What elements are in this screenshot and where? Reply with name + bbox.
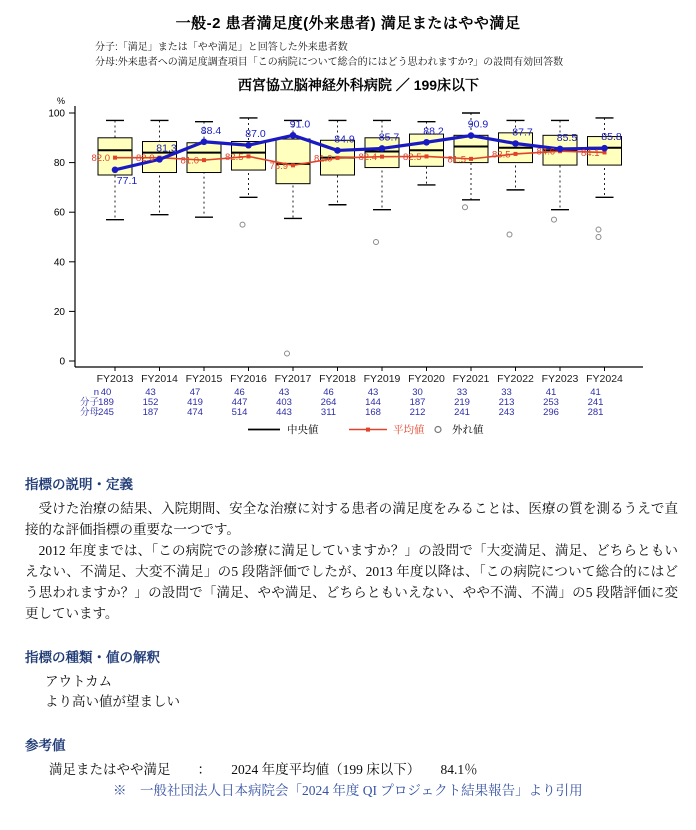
satisfaction-boxplot-chart xyxy=(0,95,696,447)
table-cell: 46 xyxy=(323,387,334,398)
page-title: 一般-2 患者満足度(外来患者) 満足またはやや満足 xyxy=(175,15,521,32)
table-cell: 189 xyxy=(98,397,114,408)
hospital-value-label: 85.8 xyxy=(601,131,622,144)
numerator-note: 分子:「満足」または「やや満足」と回答した外来患者数 xyxy=(95,42,348,53)
table-cell: 40 xyxy=(100,387,112,398)
hospital-value-label: 90.9 xyxy=(467,118,489,131)
hospital-marker xyxy=(512,140,519,147)
hospital-value-label: 85.7 xyxy=(378,131,400,144)
table-cell: 474 xyxy=(187,407,203,418)
svg-text:80: 80 xyxy=(53,158,65,170)
mean-marker xyxy=(336,156,340,160)
mean-marker xyxy=(247,154,251,158)
mean-value-label: 81.9 xyxy=(314,153,333,165)
x-tick-label: FY2016 xyxy=(230,373,267,385)
mean-value-label: 82.5 xyxy=(403,151,422,163)
x-tick-label: FY2022 xyxy=(497,373,534,385)
hospital-marker xyxy=(156,156,163,163)
reference-value-line: 満足またはやや満足 ： 2024 年度平均値（199 床以下） 84.1％ xyxy=(49,762,478,778)
table-cell: 43 xyxy=(278,387,290,398)
outlier-point xyxy=(507,232,512,237)
x-tick-label: FY2020 xyxy=(408,373,445,385)
x-tick-label: FY2014 xyxy=(141,373,178,385)
svg-text:40: 40 xyxy=(53,257,65,269)
svg-text:60: 60 xyxy=(53,207,65,219)
mean-value-label: 81.5 xyxy=(447,154,466,166)
mean-marker xyxy=(380,155,384,159)
section-heading-definition: 指標の説明・定義 xyxy=(25,477,133,492)
hospital-marker xyxy=(557,146,564,153)
table-row-label: 分母 xyxy=(79,407,99,418)
hospital-value-label: 77.1 xyxy=(116,174,138,187)
table-cell: 212 xyxy=(409,407,426,418)
table-cell: 47 xyxy=(189,387,201,398)
mean-value-label: 82.0 xyxy=(136,153,155,165)
indicator-type-line: アウトカム xyxy=(45,673,113,689)
table-cell: 403 xyxy=(276,397,292,408)
hospital-value-label: 87.7 xyxy=(512,126,533,139)
table-cell: 30 xyxy=(412,387,423,398)
table-cell: 514 xyxy=(231,407,248,418)
table-cell: 43 xyxy=(367,387,379,398)
legend-outlier-label: 外れ値 xyxy=(452,424,484,436)
hospital-value-label: 91.0 xyxy=(289,118,311,131)
table-cell: 33 xyxy=(501,387,512,398)
table-row-label: 分子 xyxy=(79,397,99,408)
x-tick-label: FY2024 xyxy=(586,373,623,385)
mean-value-label: 82.5 xyxy=(225,151,244,163)
x-tick-label: FY2021 xyxy=(452,373,490,385)
x-tick-label: FY2018 xyxy=(319,373,356,385)
table-cell: 243 xyxy=(498,407,515,418)
table-cell: 241 xyxy=(454,407,470,418)
mean-marker xyxy=(514,152,518,156)
section-definition xyxy=(25,473,678,625)
x-tick-label: FY2019 xyxy=(363,373,401,385)
outlier-point xyxy=(285,351,290,356)
table-cell: 41 xyxy=(545,387,557,398)
outlier-point xyxy=(596,235,601,240)
legend-mean-label: 平均値 xyxy=(393,424,425,436)
hospital-marker xyxy=(601,145,608,152)
mean-value-label: 83.5 xyxy=(492,149,511,161)
mean-value-label: 81.0 xyxy=(180,155,199,167)
outlier-point xyxy=(552,217,557,222)
hospital-marker xyxy=(334,147,341,154)
x-tick-label: FY2023 xyxy=(541,373,579,385)
mean-marker xyxy=(113,156,117,160)
outlier-point xyxy=(463,205,468,210)
mean-marker xyxy=(202,158,206,162)
table-cell: 264 xyxy=(320,397,337,408)
table-cell: 41 xyxy=(590,387,601,398)
mean-marker xyxy=(469,157,473,161)
mean-marker xyxy=(291,163,295,167)
denominator-note: 分母:外来患者への満足度調査項目「この病院について総合的にはどう思われますか?」の設問有効回答数 xyxy=(95,57,564,68)
table-cell: 443 xyxy=(276,407,292,418)
definition-paragraph-2: 2012 年度までは、「この病院での診療に満足していますか？」の設問で「大変満足、満足、どちらともいえない、不満足、大変不満足」の5 段階評価でしたが、2013 年度以降は、「この病院について総合的にはどう思われますか？」の設問で「満足、やや満足、どちらともいえない、やや不満、不満」の5 段階評価に変更しています。 xyxy=(25,542,678,621)
text-sections xyxy=(0,473,696,802)
value-interpretation-line: より高い値が望ましい xyxy=(45,694,180,710)
hospital-value-label: 81.3 xyxy=(156,142,177,155)
legend-outlier-icon xyxy=(435,427,441,433)
table-cell: 419 xyxy=(187,397,203,408)
table-cell: 311 xyxy=(320,407,337,418)
table-cell: 281 xyxy=(587,407,604,418)
mean-value-label: 84.6 xyxy=(536,146,555,158)
svg-text:100: 100 xyxy=(48,108,65,120)
mean-value-label: 84.1 xyxy=(581,147,600,159)
table-cell: 33 xyxy=(456,387,468,398)
hospital-marker xyxy=(201,138,208,145)
section-reference xyxy=(25,734,678,802)
section-heading-reference: 参考値 xyxy=(25,738,66,754)
table-cell: 152 xyxy=(142,397,159,408)
svg-text:0: 0 xyxy=(59,356,65,368)
mean-value-label: 82.4 xyxy=(358,152,377,164)
hospital-value-label: 88.4 xyxy=(200,124,222,137)
svg-text:20: 20 xyxy=(53,306,65,318)
mean-value-label: 82.0 xyxy=(91,153,110,165)
hospital-marker xyxy=(379,145,386,152)
outlier-point xyxy=(596,227,601,232)
citation-line: ※ 一般社団法人日本病院会「2024 年度 QI プロジェクト結果報告」より引用 xyxy=(113,783,583,799)
definition-paragraph-1: 受けた治療の結果、入院期間、安全な治療に対する患者の満足度をみることは、医療の質を測るうえで直接的な評価指標の重要な一つです。 xyxy=(25,501,678,537)
table-cell: 253 xyxy=(543,397,559,408)
table-row-label: n xyxy=(93,387,99,398)
chart-title: 西宮協立脳神経外科病院 ／ 199床以下 xyxy=(237,77,480,93)
table-cell: 46 xyxy=(234,387,245,398)
table-cell: 245 xyxy=(98,407,114,418)
definition-notes xyxy=(95,40,696,70)
table-cell: 168 xyxy=(365,407,381,418)
table-cell: 219 xyxy=(454,397,470,408)
hospital-value-label: 85.5 xyxy=(556,131,578,144)
hospital-marker xyxy=(112,166,119,173)
mean-marker xyxy=(425,154,429,158)
x-tick-label: FY2013 xyxy=(96,373,134,385)
hospital-marker xyxy=(423,139,430,146)
table-cell: 144 xyxy=(365,397,381,408)
table-cell: 241 xyxy=(587,397,604,408)
report-page xyxy=(0,12,696,802)
hospital-marker xyxy=(245,142,252,149)
x-tick-label: FY2015 xyxy=(185,373,223,385)
hospital-value-label: 84.9 xyxy=(334,133,355,146)
table-cell: 213 xyxy=(498,397,515,408)
mean-value-label: 78.9 xyxy=(269,160,288,172)
hospital-value-label: 87.0 xyxy=(245,128,266,141)
table-cell: 296 xyxy=(543,407,559,418)
y-axis-unit: % xyxy=(56,96,65,106)
section-interpretation xyxy=(25,646,678,714)
table-cell: 187 xyxy=(409,397,426,408)
hospital-value-label: 88.2 xyxy=(423,125,444,138)
outlier-point xyxy=(240,222,245,227)
x-tick-label: FY2017 xyxy=(274,373,312,385)
hospital-marker xyxy=(290,132,297,139)
legend-median-label: 中央値 xyxy=(287,424,319,436)
hospital-marker xyxy=(468,132,475,139)
table-cell: 447 xyxy=(231,397,248,408)
table-cell: 43 xyxy=(145,387,156,398)
table-cell: 187 xyxy=(142,407,159,418)
section-heading-interpretation: 指標の種類・値の解釈 xyxy=(25,649,160,665)
outlier-point xyxy=(374,239,379,244)
